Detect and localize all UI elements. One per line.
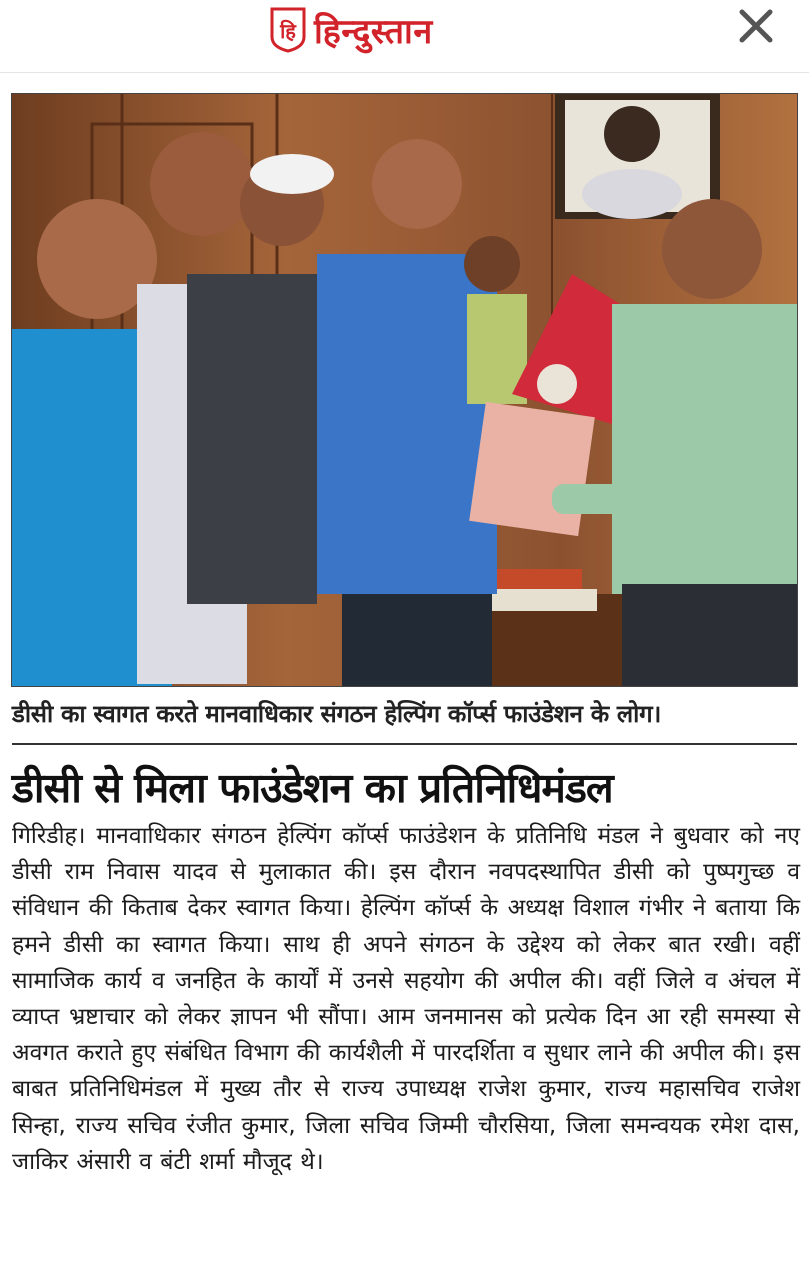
hindustan-logo-icon — [268, 7, 308, 53]
logo-letter: हि — [280, 19, 296, 43]
photo-illustration — [12, 94, 797, 686]
divider — [12, 743, 797, 745]
brand-name: हिन्दुस्तान — [314, 12, 433, 52]
article-body: गिरिडीह। मानवाधिकार संगठन हेल्पिंग कॉर्प्स फाउंडेशन के प्रतिनिधि मंडल ने बुधवार को नए डीसी राम निवास यादव से मुलाकात की। इस दौरान नवपदस्थापित डीसी को पुष्पगुच्छ व संविधान की किताब देकर स्वागत किया। हेल्पिंग कॉर्प्स के अध्यक्ष विशाल गंभीर ने बताया कि हमने डीसी का स्वागत किया। साथ ही अपने संगठन के उद्देश्य को लेकर बात रखी। वहीं सामाजिक कार्य व जनहित के कार्यों में उनसे सहयोग की अपील की। वहीं जिले व अंचल में व्याप्त भ्रष्टाचार को लेकर ज्ञापन भी सौंपा। आम जनमानस को प्रत्येक दिन आ रही समस्या से अवगत कराते हुए संबंधित विभाग की कार्यशैली में पारदर्शिता व सुधार लाने की अपील की। इस बाबत प्रतिनिधिमंडल में मुख्य तौर से राज्य उपाध्यक्ष राजेश कुमार, राज्य महासचिव राजेश सिन्हा, राज्य सचिव रंजीत कुमार, जिला सचिव जिम्मी चौरसिया, जिला समन्वयक रमेश दास, जाकिर अंसारी व बंटी शर्मा मौजूद थे। — [12, 823, 800, 1175]
top-bar — [0, 0, 809, 73]
article-headline: डीसी से मिला फाउंडेशन का प्रतिनिधिमंडल — [12, 764, 613, 812]
close-button[interactable] — [730, 2, 782, 54]
close-icon[interactable] — [730, 2, 782, 54]
news-photo — [11, 93, 798, 687]
hindustan-logo — [268, 4, 433, 56]
photo-caption: डीसी का स्वागत करते मानवाधिकार संगठन हेल्पिंग कॉर्प्स फाउंडेशन के लोग। — [12, 700, 662, 728]
